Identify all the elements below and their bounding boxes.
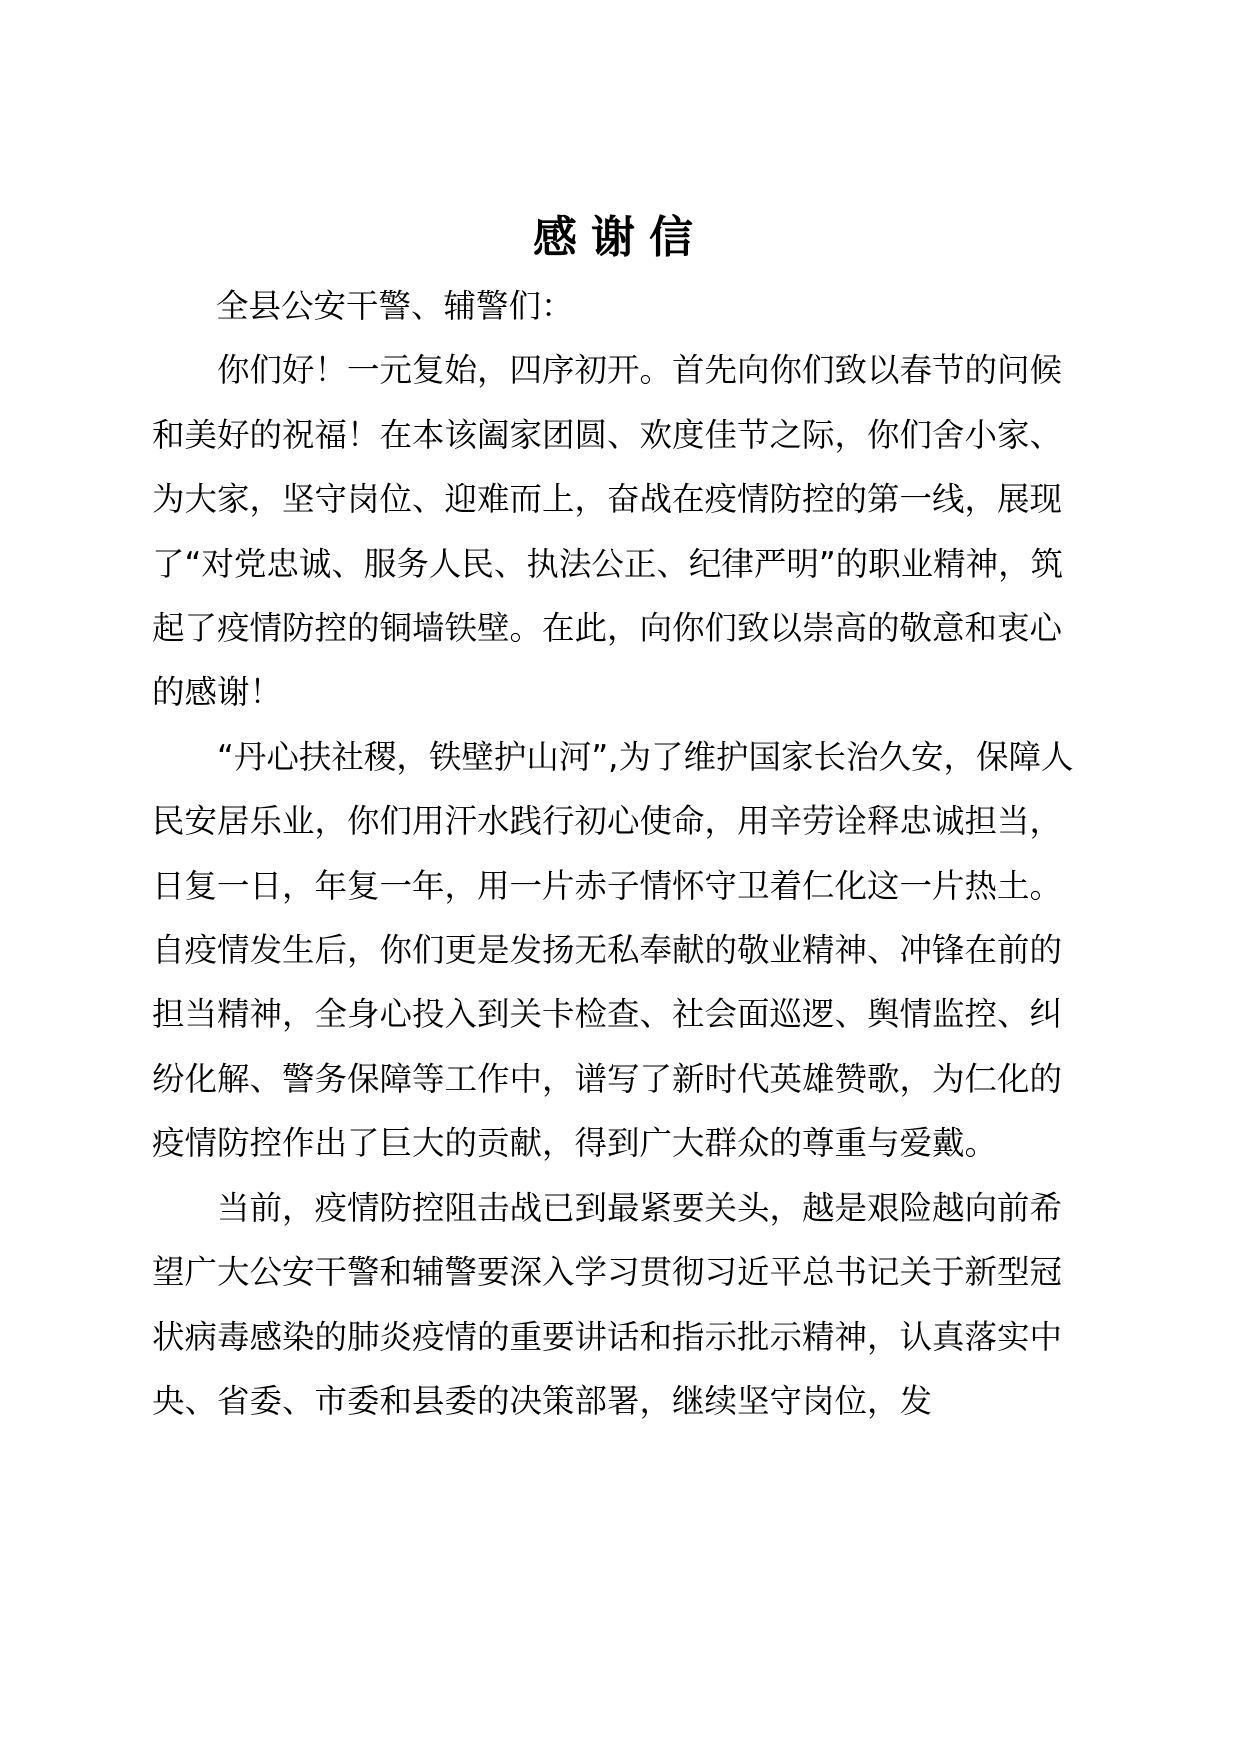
letter-body [152, 274, 1092, 1433]
paragraph-service: “丹心扶社稷，铁壁护山河”,为了维护国家长治久安，保障人民安居乐业，你们用汗水践行初心使命，用辛劳诠释忠诚担当，日复一日，年复一年，用一片赤子情怀守卫着仁化这一片热土。自疫情发生后，你们更是发扬无私奉献的敬业精神、冲锋在前的担当精神，全身心投入到关卡检查、社会面巡逻、舆情监控、纠纷化解、警务保障等工作中，谱写了新时代英雄赞歌，为仁化的疫情防控作出了巨大的贡献，得到广大群众的尊重与爱戴。 [152, 737, 1074, 1163]
paragraph-greeting: 你们好！一元复始，四序初开。首先向你们致以春节的问候和美好的祝福！在本该阖家团圆、欢度佳节之际，你们舍小家、为大家，坚守岗位、迎难而上，奋战在疫情防控的第一线，展现了“对党忠诚、服务人民、执法公正、纪律严明”的职业精神，筑起了疫情防控的铜墙铁壁。在此，向你们致以崇高的敬意和衷心的感谢！ [152, 351, 1064, 712]
salutation: 全县公安干警、辅警们： [216, 287, 574, 325]
paragraph-current: 当前，疫情防控阻击战已到最紧要关头，越是艰险越向前希望广大公安干警和辅警要深入学习贯彻习近平总书记关于新型冠状病毒感染的肺炎疫情的重要讲话和指示批示精神，认真落实中央、省委、市委和县委的决策部署，继续坚守岗位，发 [152, 1188, 1063, 1420]
letter-title: 感谢信 [533, 212, 707, 263]
